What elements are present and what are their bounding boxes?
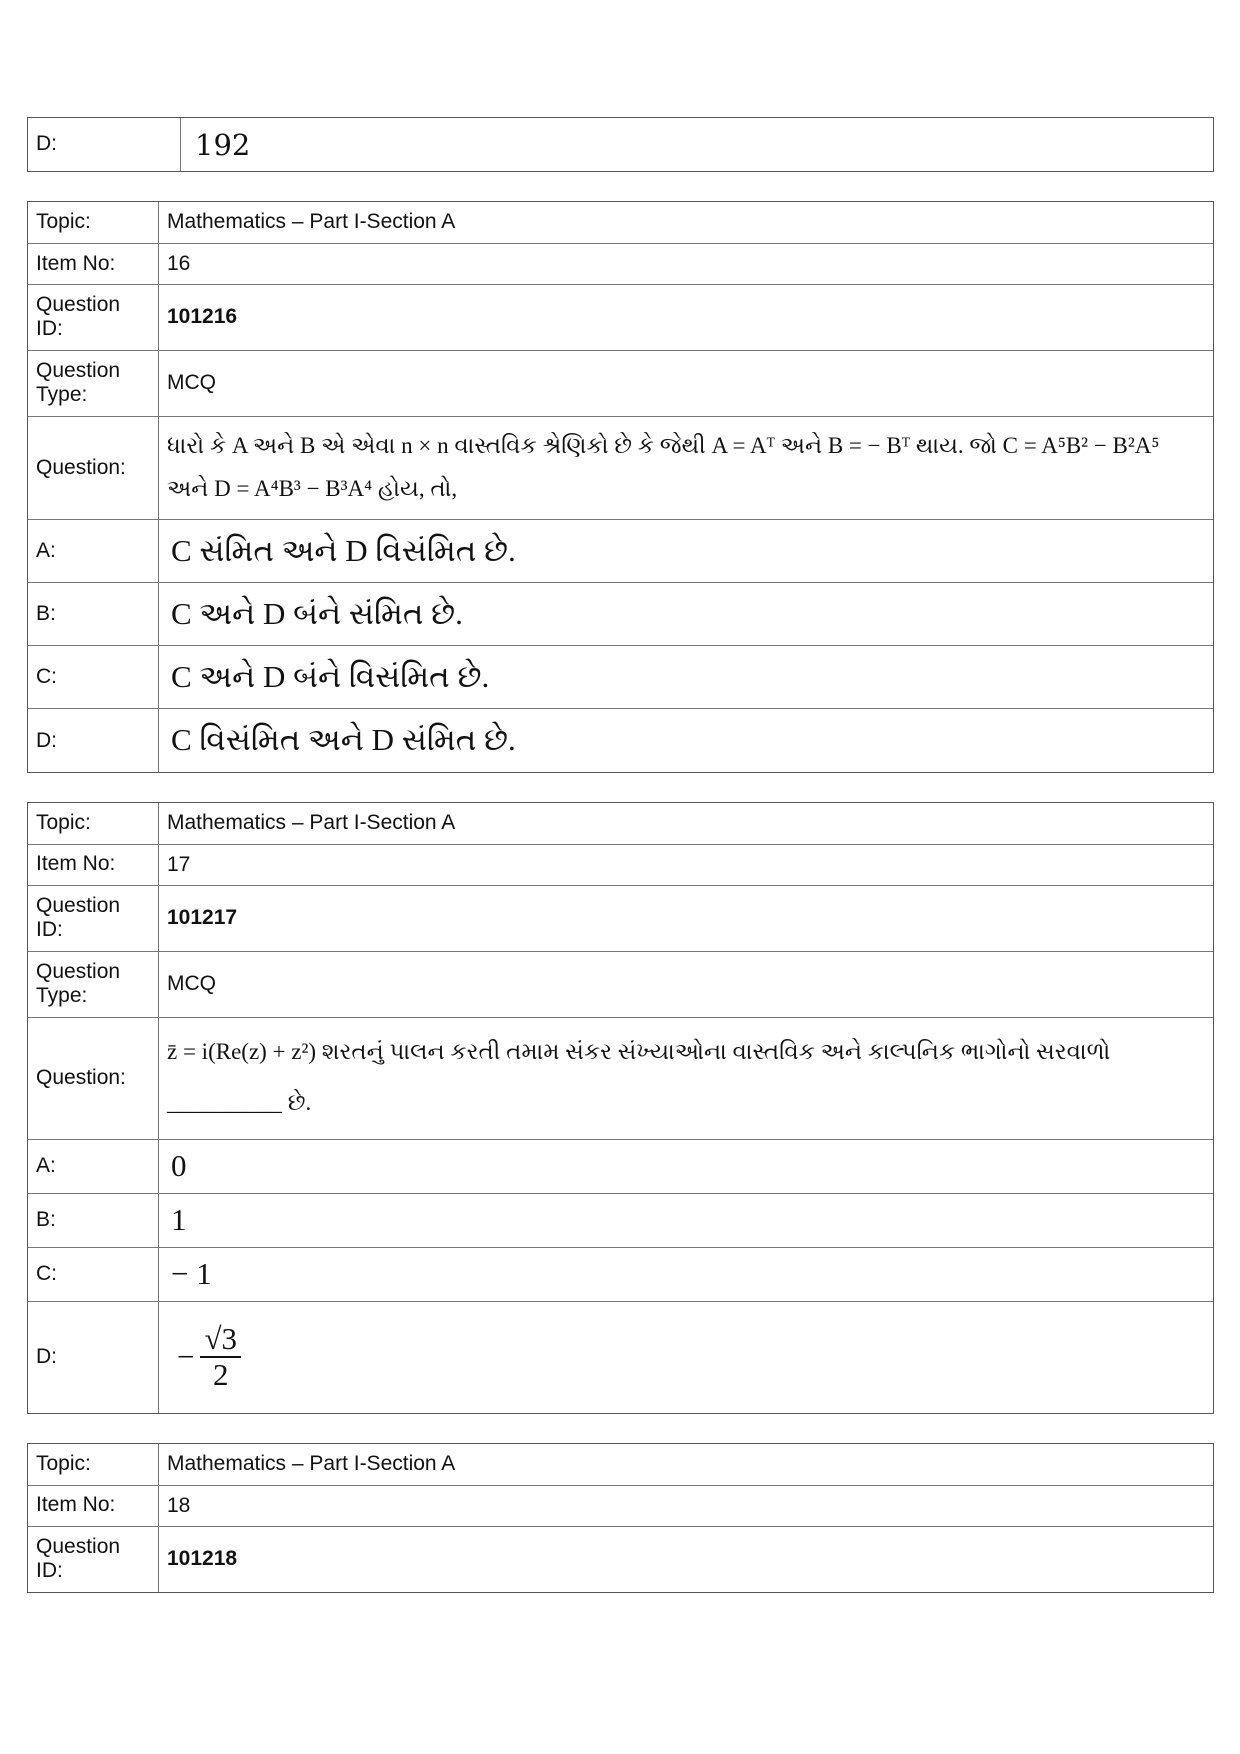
- question-block-16: [27, 201, 1214, 773]
- prev-question-option-d: [27, 117, 1214, 172]
- option-b-label: B:: [28, 1193, 159, 1247]
- question-line-2: અને D = A⁴B³ − B³A⁴ હોય, તો,: [167, 475, 458, 501]
- item-no-label: Item No:: [28, 844, 159, 885]
- option-value: 192: [181, 118, 1214, 171]
- option-b-label: B:: [28, 583, 159, 646]
- item-no-value: 16: [159, 243, 1214, 284]
- question-label: Question:: [28, 1017, 159, 1139]
- option-a-text: C સંમિત અને D વિસંમિત છે.: [159, 520, 1214, 583]
- option-a-label: A:: [28, 520, 159, 583]
- question-label: Question:: [28, 416, 159, 519]
- option-d-value: [159, 1301, 1214, 1413]
- option-d-label: D:: [28, 709, 159, 772]
- option-d-label: D:: [28, 1301, 159, 1413]
- item-no-label: Item No:: [28, 1485, 159, 1526]
- question-id-value: 101216: [159, 284, 1214, 350]
- question-block-17: [27, 802, 1214, 1414]
- question-type-value: MCQ: [159, 951, 1214, 1017]
- question-text: [159, 1017, 1214, 1139]
- item-no-value: 18: [159, 1485, 1214, 1526]
- question-id-label: Question ID:: [28, 885, 159, 951]
- option-b-text: C અને D બંને સંમિત છે.: [159, 583, 1214, 646]
- fraction: [177, 1322, 241, 1392]
- question-type-value: MCQ: [159, 350, 1214, 416]
- fraction-sign: −: [177, 1339, 195, 1375]
- fraction-stack: [200, 1322, 241, 1392]
- question-type-label: Question Type:: [28, 951, 159, 1017]
- topic-value: Mathematics – Part I-Section A: [159, 803, 1214, 844]
- option-label: D:: [28, 118, 181, 171]
- question-block-18: [27, 1443, 1214, 1593]
- question-id-label: Question ID:: [28, 284, 159, 350]
- question-id-label: Question ID:: [28, 1526, 159, 1592]
- topic-value: Mathematics – Part I-Section A: [159, 202, 1214, 243]
- option-d-text: C વિસંમિત અને D સંમિત છે.: [159, 709, 1214, 772]
- option-a-label: A:: [28, 1139, 159, 1193]
- option-b-text: 1: [159, 1193, 1214, 1247]
- item-no-value: 17: [159, 844, 1214, 885]
- question-line-1: z̄ = i(Re(z) + z²) શરતનું પાલન કરતી તમામ સંકર સંખ્યાઓના વાસ્તવિક અને કાલ્પનિક ભાગોનો સરવાળો: [167, 1039, 1111, 1065]
- question-type-label: Question Type:: [28, 350, 159, 416]
- topic-label: Topic:: [28, 803, 159, 844]
- question-line-1: ધારો કે A અને B એ એવા n × n વાસ્તવિક શ્રેણિકો છે કે જેથી A = Aᵀ અને B = − Bᵀ થાય. જો C = A⁵B² − B²A⁵: [167, 433, 1160, 459]
- option-c-label: C:: [28, 646, 159, 709]
- question-text: [159, 416, 1214, 519]
- topic-label: Topic:: [28, 1444, 159, 1485]
- fraction-denominator: 2: [212, 1357, 229, 1393]
- topic-value: Mathematics – Part I-Section A: [159, 1444, 1214, 1485]
- fraction-numerator: √3: [200, 1322, 241, 1358]
- option-a-text: 0: [159, 1139, 1214, 1193]
- item-no-label: Item No:: [28, 243, 159, 284]
- question-id-value: 101217: [159, 885, 1214, 951]
- option-c-label: C:: [28, 1247, 159, 1301]
- question-id-value: 101218: [159, 1526, 1214, 1592]
- topic-label: Topic:: [28, 202, 159, 243]
- question-line-2: __________ છે.: [167, 1090, 312, 1115]
- option-c-text: − 1: [159, 1247, 1214, 1301]
- option-c-text: C અને D બંને વિસંમિત છે.: [159, 646, 1214, 709]
